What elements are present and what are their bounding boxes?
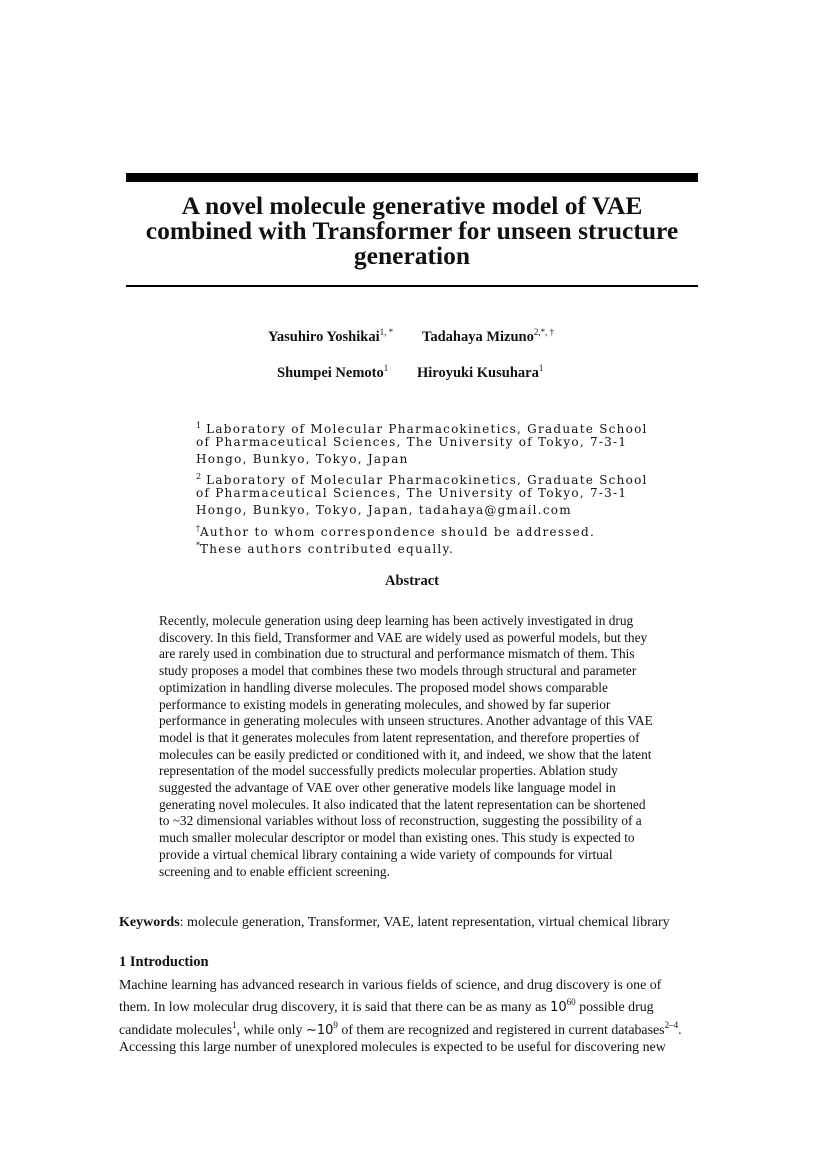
paper-title — [126, 193, 698, 268]
author-nemoto — [277, 363, 388, 382]
correspondence-text: Author to whom correspondence should be addressed. — [200, 524, 596, 539]
abstract-body — [159, 613, 679, 880]
intro-line: Machine learning has advanced research in various fields of science, and drug discovery is one of — [119, 978, 662, 993]
dagger-mark: † — [196, 523, 200, 533]
abstract-line: discovery. In this field, Transformer and VAE are widely used as powerful models, but they — [159, 629, 648, 645]
abstract-line: generating novel molecules. It also indicated that the latent representation can be shortened — [159, 796, 646, 812]
keywords — [119, 914, 719, 932]
author-name: Yasuhiro Yoshikai — [268, 328, 380, 345]
equal-contribution-note — [196, 537, 636, 554]
affiliation-line — [196, 417, 648, 436]
affiliation-line: of Pharmaceutical Sciences, The University of Tokyo, 7-3-1 — [196, 486, 628, 501]
intro-line — [119, 994, 719, 1016]
affiliation-line — [196, 468, 648, 488]
intro-text: candidate molecules — [119, 1022, 233, 1038]
title-bottom-rule — [126, 285, 698, 287]
author-mark: 1 — [538, 363, 544, 373]
abstract-line: molecules can be easily predicted or conditioned with it, and indeed, we show that the latent — [159, 746, 652, 762]
introduction-body — [119, 977, 719, 1057]
title-line: generation — [353, 241, 471, 270]
affiliation-text: Laboratory of Molecular Pharmacokinetics, Graduate School — [201, 422, 648, 436]
affiliation-mark: 2 — [196, 472, 202, 482]
abstract-line: screening and to enable efficient screening. — [159, 863, 390, 879]
intro-line — [119, 1017, 719, 1039]
affiliations — [196, 417, 648, 556]
citation-ref: 1 — [232, 1019, 237, 1030]
abstract-line: performance in generating molecules with unseen structures. Another advantage of this VAE — [159, 713, 653, 729]
author-mark: 1, * — [379, 327, 394, 337]
asterisk-mark: * — [196, 540, 200, 550]
author-mark: 1 — [383, 363, 389, 373]
author-yoshikai — [268, 327, 393, 346]
intro-text: them. In low molecular drug discovery, it is said that there can be as many as — [119, 1000, 551, 1016]
author-name: Tadahaya Mizuno — [422, 328, 534, 345]
abstract-line: performance to existing models in generating molecules, and showed by far superior — [159, 696, 611, 712]
keywords-label: Keywords — [119, 915, 180, 930]
affiliation-mark: 1 — [196, 421, 202, 430]
intro-exponent: 60 — [566, 997, 576, 1008]
citation-ref: 2–4 — [664, 1019, 679, 1030]
title-line: combined with Transformer for unseen structure — [145, 216, 679, 245]
affiliation-line: of Pharmaceutical Sciences, The University of Tokyo, 7-3-1 — [196, 435, 628, 450]
affiliation-line: Hongo, Bunkyo, Tokyo, Japan, tadahaya@gmail.com — [196, 503, 572, 518]
intro-math: ∼10 — [305, 1022, 334, 1038]
affiliation-text: Laboratory of Molecular Pharmacokinetics, Graduate School — [201, 473, 648, 488]
introduction-heading: 1 Introduction — [119, 954, 209, 970]
author-name: Shumpei Nemoto — [277, 364, 384, 381]
intro-text: , while only — [236, 1022, 306, 1038]
author-mizuno — [422, 327, 554, 346]
intro-line: Accessing this large number of unexplored molecules is expected to be useful for discovering new — [119, 1040, 666, 1056]
abstract-line: study proposes a model that combines these two models through structural and parameter — [159, 663, 637, 679]
equal-contribution-text: These authors contributed equally. — [200, 541, 455, 556]
abstract-line: provide a virtual chemical library containing a wide variety of compounds for virtual — [159, 846, 613, 862]
intro-text: . — [678, 1022, 682, 1038]
author-kusuhara — [417, 363, 543, 382]
intro-exponent: 9 — [333, 1019, 338, 1030]
abstract-line: optimization in handling diverse molecules. The proposed model shows comparable — [159, 679, 608, 695]
affiliation-line: Hongo, Bunkyo, Tokyo, Japan — [196, 452, 409, 467]
intro-math: 10 — [550, 1000, 567, 1016]
title-top-rule — [126, 173, 698, 182]
author-name: Hiroyuki Kusuhara — [417, 364, 539, 381]
abstract-line: model is that it generates molecules from latent representation, and therefore properties of — [159, 729, 640, 745]
author-mark: 2,*, † — [533, 327, 555, 337]
intro-text: of them are recognized and registered in current databases — [337, 1022, 665, 1038]
abstract-line: are rarely used in combination due to structural and performance mismatch of them. This — [159, 646, 635, 662]
keywords-text: : molecule generation, Transformer, VAE, latent representation, virtual chemical library — [179, 915, 670, 930]
abstract-line: to ~32 dimensional variables without loss of reconstruction, suggesting the possibility of a — [159, 813, 642, 829]
intro-text: possible drug — [575, 1000, 654, 1016]
abstract-heading: Abstract — [385, 573, 439, 589]
abstract-line: representation of the model successfully predicts molecular properties. Ablation study — [159, 763, 618, 779]
title-line: A novel molecule generative model of VAE — [181, 191, 643, 220]
abstract-line: Recently, molecule generation using deep learning has been actively investigated in drug — [159, 613, 634, 628]
correspondence-note — [196, 520, 636, 537]
abstract-line: suggested the advantage of VAE over other generative models like language model in — [159, 780, 616, 796]
abstract-line: much smaller molecular descriptor or model than existing ones. This study is expected to — [159, 830, 635, 846]
